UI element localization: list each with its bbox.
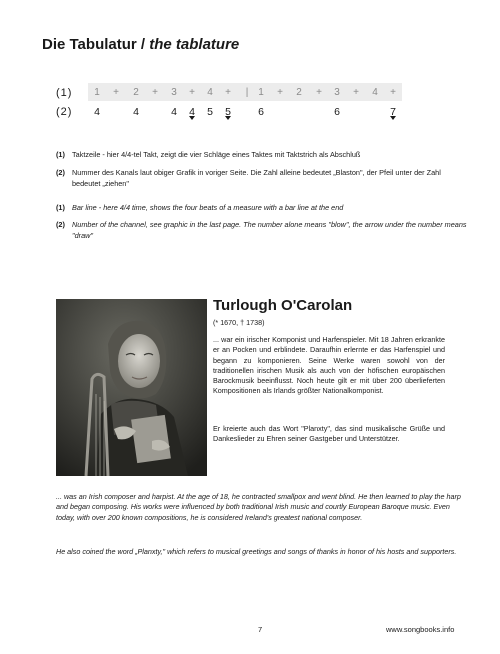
beat-mark: + (390, 87, 396, 98)
bio-german-paragraph-2: Er kreierte auch das Wort "Planxty", das sind musikalische Grüße und Dankeslieder zu Ehren seiner Gastgeber und Unterstützer. (213, 424, 445, 444)
beat-mark: 3 (334, 87, 340, 98)
beat-mark: + (152, 87, 158, 98)
bio-english-paragraph-1: ... was an Irish composer and harpist. At the age of 18, he contracted smallpox and went blind. He then learned to play the harp and began composing. His works were influenced by both traditional Irish music and courtly European Baroque music. Even today, with over 200 known compositions, he is considered Ireland's greatest national composer. (56, 492, 461, 522)
note-text: Taktzeile - hier 4/4-tel Takt, zeigt die vier Schläge eines Taktes mit Taktstrich als Abschluß (72, 150, 361, 159)
draw-arrow-icon (390, 116, 396, 120)
hole-number: 4 (189, 106, 195, 118)
note-number: (1) (56, 203, 65, 212)
hole-number: 7 (390, 106, 396, 118)
hole-number: 5 (207, 106, 213, 118)
beat-mark: + (353, 87, 359, 98)
note-number: (1) (56, 150, 65, 159)
hole-number: 6 (258, 106, 264, 118)
title-english: the tablature (149, 36, 240, 53)
note-number: (2) (56, 168, 65, 177)
beat-mark: 3 (171, 87, 177, 98)
website-link[interactable]: www.songbooks.info (386, 625, 455, 634)
hole-number: 4 (94, 106, 100, 118)
beat-mark: 1 (94, 87, 100, 98)
beat-mark: 2 (133, 87, 139, 98)
beat-mark: + (189, 87, 195, 98)
bar-line: | (245, 87, 249, 98)
note-number: (2) (56, 220, 65, 229)
beat-mark: + (277, 87, 283, 98)
title-german: Die Tabulatur / (42, 36, 150, 53)
beat-mark: 2 (296, 87, 302, 98)
hole-number: 4 (171, 106, 177, 118)
tab-row2-label: (2) (56, 106, 73, 118)
beat-mark: + (316, 87, 322, 98)
page-title (42, 36, 239, 53)
portrait-image (56, 299, 207, 476)
beat-mark: 4 (372, 87, 378, 98)
bio-english-paragraph-2: He also coined the word „Planxty," which refers to musical greetings and songs of thanks in honor of his hosts and supporters. (56, 547, 457, 556)
beat-mark: + (113, 87, 119, 98)
note-text: Bar line - here 4/4 time, shows the four beats of a measure with a bar line at the end (72, 203, 344, 212)
draw-arrow-icon (225, 116, 231, 120)
beat-mark: 1 (258, 87, 264, 98)
bio-name: Turlough O'Carolan (213, 297, 353, 314)
bio-german-paragraph-1: ... war ein irischer Komponist und Harfenspieler. Mit 18 Jahren erkrankte er an Pocken und erblindete. Daraufhin erlernte er das Harfenspiel und begann zu komponieren. Seine Werke waren sowohl von der traditionellen irischen Musik als auch von der höfischen europäischen Barockmusik beeinflusst. Noch heute gilt er mit über 200 überlieferten Kompositionen als Irlands größter Nationalkomponist. (213, 335, 445, 396)
note-text: Number of the channel, see graphic in the last page. The number alone means "blow", the arrow under the number means "draw" (72, 220, 467, 240)
beat-mark: + (225, 87, 231, 98)
note-text: Nummer des Kanals laut obiger Grafik in voriger Seite. Die Zahl alleine bedeutet „Blaston", der Pfeil unter der Zahl bedeutet „ziehen" (72, 168, 441, 188)
hole-number: 4 (133, 106, 139, 118)
tab-row1-label: (1) (56, 87, 73, 99)
hole-number: 6 (334, 106, 340, 118)
page-number: 7 (258, 625, 263, 634)
beat-mark: 4 (207, 87, 213, 98)
portrait-illustration (56, 299, 207, 476)
bio-dates: (* 1670, † 1738) (213, 318, 265, 327)
draw-arrow-icon (189, 116, 195, 120)
hole-number: 5 (225, 106, 231, 118)
